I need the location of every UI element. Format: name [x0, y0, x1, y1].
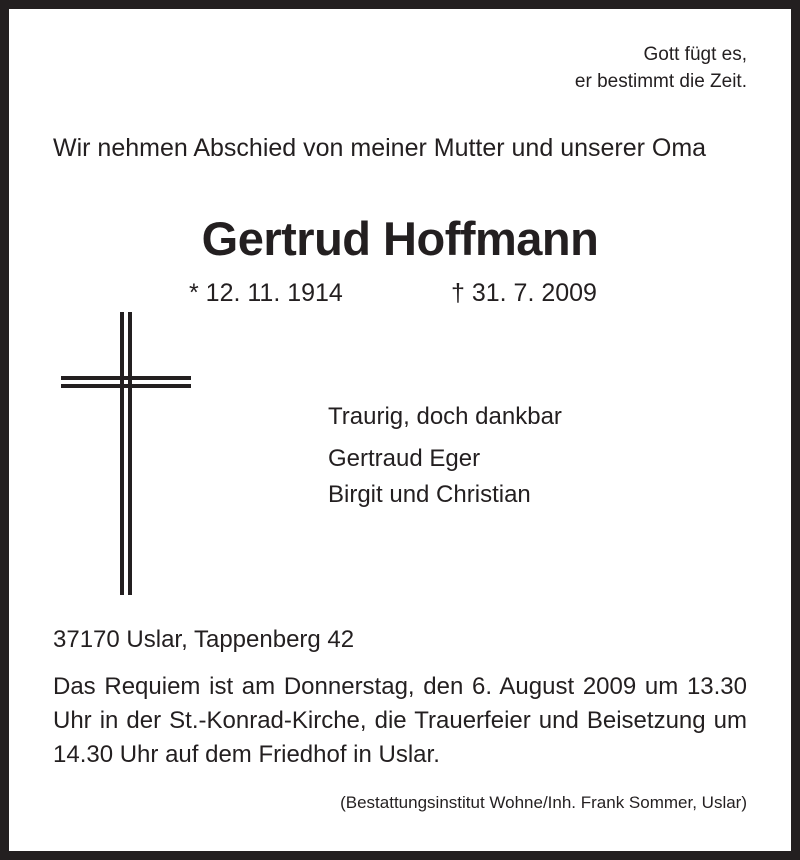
death-date: † 31. 7. 2009	[451, 279, 597, 307]
requiem-details: Das Requiem ist am Donnerstag, den 6. August 2009 um 13.30 Uhr in der St.-Konrad-Kirche, die Trauerfeier und Beisetzung um 14.30 Uhr auf dem Friedhof in Uslar.	[53, 673, 747, 768]
mourners-tagline: Traurig, doch dankbar	[328, 403, 562, 430]
mourner-name: Gertraud Eger	[328, 445, 481, 472]
cross-icon	[61, 312, 191, 595]
birth-date: * 12. 11. 1914	[189, 279, 343, 307]
mourners-block	[328, 399, 562, 513]
mourner-name: Birgit und Christian	[328, 481, 531, 508]
motto-line-1: Gott fügt es,	[643, 44, 747, 65]
motto	[575, 41, 747, 95]
motto-line-2: er bestimmt die Zeit.	[574, 71, 747, 92]
undertaker-credit: (Bestattungsinstitut Wohne/Inh. Frank Sommer, Uslar)	[340, 793, 747, 812]
address: 37170 Uslar, Tappenberg 42	[53, 626, 355, 653]
intro-text: Wir nehmen Abschied von meiner Mutter und unserer Oma	[53, 134, 707, 162]
deceased-name: Gertrud Hoffmann	[201, 212, 599, 265]
